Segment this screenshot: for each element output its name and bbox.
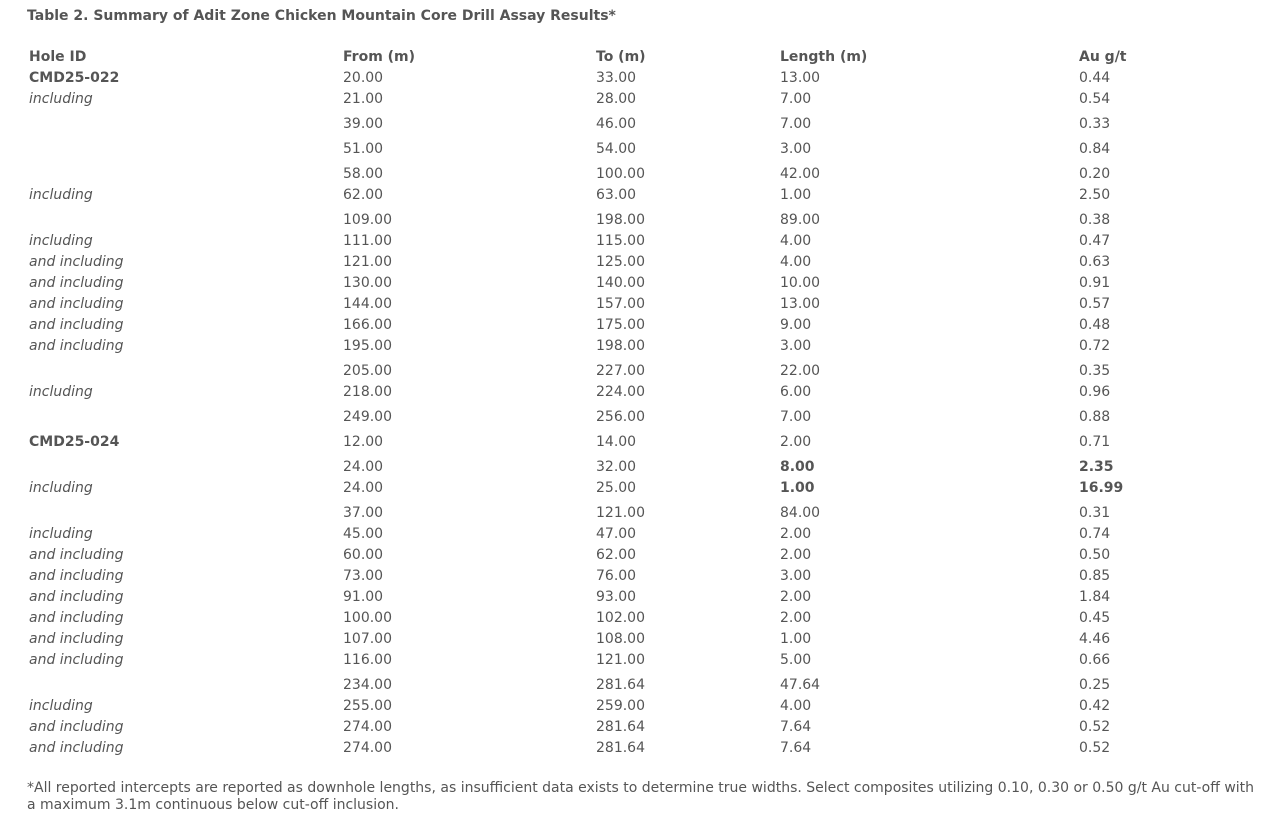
table-row	[26, 294, 1256, 315]
cell-au: 0.33	[1079, 116, 1111, 132]
cell-length: 4.00	[780, 698, 812, 714]
cell-from: 116.00	[343, 652, 392, 668]
cell-length: 7.64	[780, 719, 812, 735]
cell-to: 198.00	[596, 338, 645, 354]
cell-au: 0.63	[1079, 254, 1111, 270]
table-row	[26, 738, 1256, 759]
cell-au: 0.20	[1079, 166, 1111, 182]
cell-length: 2.00	[780, 610, 812, 626]
table-row	[26, 650, 1256, 671]
table-row	[26, 336, 1256, 357]
cell-from: 109.00	[343, 212, 392, 228]
cell-to: 14.00	[596, 434, 637, 450]
table-row	[26, 315, 1256, 336]
cell-hole-id: and including	[29, 631, 124, 647]
cell-length: 1.00	[780, 631, 812, 647]
table-row	[26, 68, 1256, 89]
cell-length: 89.00	[780, 212, 821, 228]
cell-length: 22.00	[780, 363, 821, 379]
cell-length: 1.00	[780, 480, 815, 496]
cell-to: 62.00	[596, 547, 637, 563]
table-row	[26, 629, 1256, 650]
table-row	[26, 135, 1256, 160]
cell-from: 274.00	[343, 740, 392, 756]
cell-length: 84.00	[780, 505, 821, 521]
cell-au: 0.44	[1079, 70, 1111, 86]
cell-hole-id	[26, 135, 340, 160]
cell-au: 0.35	[1079, 363, 1111, 379]
cell-to: 281.64	[596, 677, 645, 693]
cell-au: 0.66	[1079, 652, 1111, 668]
cell-length: 42.00	[780, 166, 821, 182]
cell-au: 16.99	[1079, 480, 1124, 496]
cell-from: 205.00	[343, 363, 392, 379]
cell-au: 0.42	[1079, 698, 1111, 714]
cell-length: 4.00	[780, 233, 812, 249]
cell-hole-id: and including	[29, 254, 124, 270]
column-header-to: To (m)	[596, 49, 646, 65]
cell-from: 195.00	[343, 338, 392, 354]
cell-au: 0.50	[1079, 547, 1111, 563]
cell-au: 0.25	[1079, 677, 1111, 693]
cell-au: 0.71	[1079, 434, 1111, 450]
cell-length: 3.00	[780, 338, 812, 354]
cell-to: 281.64	[596, 719, 645, 735]
cell-to: 121.00	[596, 505, 645, 521]
cell-hole-id	[26, 206, 340, 231]
cell-to: 46.00	[596, 116, 637, 132]
cell-length: 10.00	[780, 275, 821, 291]
cell-hole-id: including	[29, 187, 93, 203]
table-row	[26, 382, 1256, 403]
cell-from: 37.00	[343, 505, 384, 521]
cell-au: 0.57	[1079, 296, 1111, 312]
table-row	[26, 206, 1256, 231]
cell-hole-id	[26, 671, 340, 696]
table-row	[26, 696, 1256, 717]
cell-length: 7.64	[780, 740, 812, 756]
cell-from: 39.00	[343, 116, 384, 132]
cell-to: 175.00	[596, 317, 645, 333]
cell-au: 0.54	[1079, 91, 1111, 107]
cell-hole-id: CMD25-024	[29, 434, 120, 450]
table-title: Table 2. Summary of Adit Zone Chicken Mountain Core Drill Assay Results*	[27, 8, 616, 24]
cell-from: 12.00	[343, 434, 384, 450]
cell-au: 0.52	[1079, 740, 1111, 756]
cell-from: 21.00	[343, 91, 384, 107]
table-row	[26, 499, 1256, 524]
cell-from: 111.00	[343, 233, 392, 249]
cell-length: 6.00	[780, 384, 812, 400]
cell-hole-id: CMD25-022	[29, 70, 120, 86]
cell-hole-id	[26, 403, 340, 428]
cell-from: 166.00	[343, 317, 392, 333]
cell-length: 47.64	[780, 677, 821, 693]
cell-to: 32.00	[596, 459, 637, 475]
cell-hole-id: and including	[29, 317, 124, 333]
cell-from: 218.00	[343, 384, 392, 400]
table-row	[26, 545, 1256, 566]
cell-au: 0.91	[1079, 275, 1111, 291]
cell-to: 121.00	[596, 652, 645, 668]
cell-to: 140.00	[596, 275, 645, 291]
cell-length: 5.00	[780, 652, 812, 668]
cell-hole-id: including	[29, 480, 93, 496]
table-row	[26, 110, 1256, 135]
cell-au: 0.38	[1079, 212, 1111, 228]
table-row	[26, 671, 1256, 696]
cell-length: 2.00	[780, 434, 812, 450]
table-row	[26, 608, 1256, 629]
cell-from: 58.00	[343, 166, 384, 182]
cell-hole-id	[26, 499, 340, 524]
cell-au: 4.46	[1079, 631, 1111, 647]
cell-from: 274.00	[343, 719, 392, 735]
cell-to: 63.00	[596, 187, 637, 203]
column-header-au: Au g/t	[1079, 49, 1127, 65]
cell-to: 47.00	[596, 526, 637, 542]
cell-hole-id: and including	[29, 652, 124, 668]
table-row	[26, 273, 1256, 294]
column-header-from: From (m)	[343, 49, 416, 65]
cell-au: 0.48	[1079, 317, 1111, 333]
cell-from: 62.00	[343, 187, 384, 203]
cell-to: 125.00	[596, 254, 645, 270]
cell-length: 8.00	[780, 459, 815, 475]
table-row	[26, 160, 1256, 185]
cell-to: 25.00	[596, 480, 637, 496]
cell-from: 249.00	[343, 409, 392, 425]
table-row	[26, 231, 1256, 252]
cell-from: 121.00	[343, 254, 392, 270]
cell-length: 7.00	[780, 409, 812, 425]
cell-to: 198.00	[596, 212, 645, 228]
cell-from: 45.00	[343, 526, 384, 542]
cell-to: 93.00	[596, 589, 637, 605]
cell-hole-id: and including	[29, 740, 124, 756]
cell-from: 100.00	[343, 610, 392, 626]
cell-au: 0.74	[1079, 526, 1111, 542]
cell-hole-id: including	[29, 526, 93, 542]
cell-hole-id: and including	[29, 610, 124, 626]
cell-hole-id: including	[29, 384, 93, 400]
table-row	[26, 478, 1256, 499]
cell-au: 1.84	[1079, 589, 1111, 605]
cell-hole-id	[26, 110, 340, 135]
cell-to: 76.00	[596, 568, 637, 584]
cell-au: 0.45	[1079, 610, 1111, 626]
cell-length: 3.00	[780, 568, 812, 584]
cell-au: 0.85	[1079, 568, 1111, 584]
cell-length: 3.00	[780, 141, 812, 157]
cell-to: 28.00	[596, 91, 637, 107]
cell-hole-id: and including	[29, 338, 124, 354]
cell-from: 20.00	[343, 70, 384, 86]
cell-to: 281.64	[596, 740, 645, 756]
cell-from: 60.00	[343, 547, 384, 563]
cell-from: 73.00	[343, 568, 384, 584]
table-row	[26, 252, 1256, 273]
cell-hole-id: including	[29, 91, 93, 107]
cell-to: 157.00	[596, 296, 645, 312]
cell-hole-id: and including	[29, 719, 124, 735]
cell-from: 255.00	[343, 698, 392, 714]
table-row	[26, 453, 1256, 478]
table-row	[26, 185, 1256, 206]
cell-au: 0.96	[1079, 384, 1111, 400]
cell-au: 0.52	[1079, 719, 1111, 735]
cell-au: 0.88	[1079, 409, 1111, 425]
cell-au: 2.35	[1079, 459, 1114, 475]
cell-length: 1.00	[780, 187, 812, 203]
table-row	[26, 428, 1256, 453]
cell-to: 115.00	[596, 233, 645, 249]
cell-hole-id: including	[29, 233, 93, 249]
cell-to: 256.00	[596, 409, 645, 425]
table-row	[26, 89, 1256, 110]
cell-au: 2.50	[1079, 187, 1111, 203]
table-row	[26, 717, 1256, 738]
cell-to: 33.00	[596, 70, 637, 86]
cell-to: 100.00	[596, 166, 645, 182]
table-row	[26, 587, 1256, 608]
cell-to: 227.00	[596, 363, 645, 379]
table-row	[26, 524, 1256, 545]
cell-length: 2.00	[780, 526, 812, 542]
cell-au: 0.47	[1079, 233, 1111, 249]
cell-length: 7.00	[780, 116, 812, 132]
table-row	[26, 403, 1256, 428]
cell-length: 13.00	[780, 296, 821, 312]
cell-from: 144.00	[343, 296, 392, 312]
cell-length: 2.00	[780, 589, 812, 605]
table-row	[26, 357, 1256, 382]
cell-hole-id: including	[29, 698, 93, 714]
cell-hole-id	[26, 160, 340, 185]
cell-hole-id: and including	[29, 589, 124, 605]
cell-from: 51.00	[343, 141, 384, 157]
assay-results-table	[26, 47, 1256, 759]
cell-length: 13.00	[780, 70, 821, 86]
table-header-row	[26, 47, 1256, 68]
cell-length: 4.00	[780, 254, 812, 270]
cell-hole-id: and including	[29, 568, 124, 584]
cell-from: 130.00	[343, 275, 392, 291]
table-body	[26, 68, 1256, 759]
column-header-hole-id: Hole ID	[29, 49, 87, 65]
cell-hole-id	[26, 453, 340, 478]
cell-hole-id: and including	[29, 547, 124, 563]
cell-from: 234.00	[343, 677, 392, 693]
cell-au: 0.72	[1079, 338, 1111, 354]
cell-to: 54.00	[596, 141, 637, 157]
footnote: *All reported intercepts are reported as downhole lengths, as insufficient data exists to determine true widths. Select composites utilizing 0.10, 0.30 or 0.50 g/t Au cut-off with a maximum 3.1m continuous below cut-off inclusion.	[27, 780, 1255, 813]
cell-au: 0.84	[1079, 141, 1111, 157]
column-header-length: Length (m)	[780, 49, 868, 65]
cell-to: 102.00	[596, 610, 645, 626]
table-row	[26, 566, 1256, 587]
cell-to: 108.00	[596, 631, 645, 647]
cell-length: 9.00	[780, 317, 812, 333]
cell-length: 7.00	[780, 91, 812, 107]
cell-length: 2.00	[780, 547, 812, 563]
cell-hole-id: and including	[29, 296, 124, 312]
cell-from: 24.00	[343, 480, 384, 496]
cell-hole-id	[26, 357, 340, 382]
cell-from: 107.00	[343, 631, 392, 647]
cell-from: 24.00	[343, 459, 384, 475]
cell-to: 259.00	[596, 698, 645, 714]
cell-to: 224.00	[596, 384, 645, 400]
cell-au: 0.31	[1079, 505, 1111, 521]
cell-hole-id: and including	[29, 275, 124, 291]
cell-from: 91.00	[343, 589, 384, 605]
